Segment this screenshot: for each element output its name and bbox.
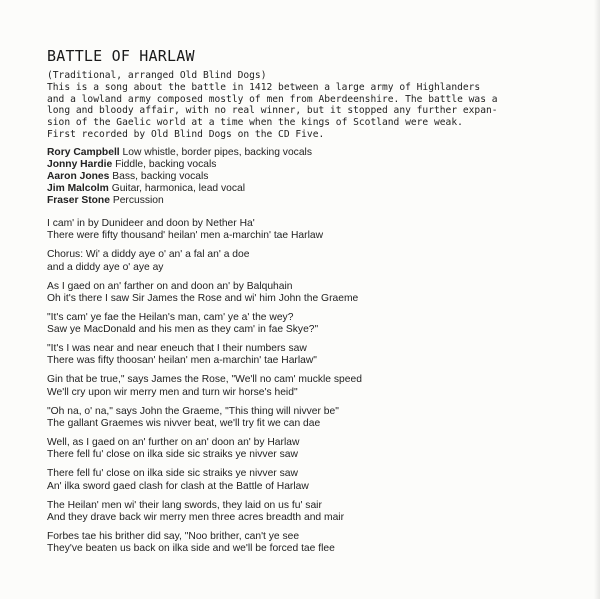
musician-name: Jim Malcolm [47, 182, 109, 194]
lyric-line: Forbes tae his brither did say, "Noo brither, can't ye see [47, 530, 300, 542]
lyric-line: There fell fu' close on ilka side sic straiks ye nivver saw [47, 468, 298, 480]
lyric-verse [47, 312, 567, 336]
musician-role: Low whistle, border pipes, backing vocals [122, 147, 312, 158]
song-lyrics [47, 218, 567, 562]
lyric-line: There was fifty thoosan' heilan' men a-marchin' tae Harlaw" [47, 355, 317, 367]
lyric-verse [47, 218, 567, 242]
credit-row [47, 183, 312, 195]
intro-line: long and bloody affair, with no real winner, but it stopped any further expan- [47, 105, 498, 117]
credit-row [47, 171, 312, 183]
musician-name: Rory Campbell [47, 147, 120, 158]
chorus-verse [47, 249, 567, 273]
lyric-line: Oh it's there I saw Sir James the Rose and wi' him John the Graeme [47, 292, 359, 304]
lyric-line: "Oh na, o' na," says John the Graeme, "This thing will nivver be" [47, 405, 339, 417]
lyric-line: Gin that be true," says James the Rose, "We'll no cam' muckle speed [47, 374, 362, 386]
lyric-line: We'll cry upon wir merry men and turn wir horse's heid" [47, 386, 298, 398]
intro-line: First recorded by Old Blind Dogs on the CD Five. [47, 128, 325, 140]
musician-credits [47, 147, 312, 207]
lyric-line: And they drave back wir merry men three acres breadth and mair [47, 511, 345, 523]
page-title: BATTLE OF HARLAW [47, 47, 195, 65]
musician-name: Aaron Jones [47, 170, 110, 182]
musician-name: Jonny Hardie [47, 158, 113, 170]
lyric-line: An' ilka sword gaed clash for clash at the Battle of Harlaw [47, 480, 309, 492]
musician-role: Fiddle, backing vocals [115, 158, 217, 170]
musician-role: Guitar, harmonica, lead vocal [111, 182, 246, 194]
lyric-line: There were fifty thousand' heilan' men a-marchin' tae Harlaw [47, 230, 324, 242]
credit-row [47, 159, 312, 171]
lyric-verse [47, 437, 567, 461]
lyric-verse [47, 374, 567, 398]
lyric-line: They've beaten us back on ilka side and we'll be forced tae flee [47, 543, 335, 555]
musician-name: Fraser Stone [47, 194, 110, 206]
lyric-verse [47, 281, 567, 305]
lyric-line: The gallant Graemes wis nivver beat, we'll try fit we can dae [47, 417, 321, 429]
lyric-verse [47, 500, 567, 524]
credit-row [47, 195, 312, 207]
page-edge-shadow [594, 0, 600, 599]
lyric-line: "It's cam' ye fae the Heilan's man, cam' ye a' the wey? [47, 311, 294, 323]
lyric-verse [47, 531, 567, 555]
song-intro [47, 70, 567, 141]
lyric-line: and a diddy aye o' aye ay [47, 261, 164, 273]
lyric-line: The Heilan' men wi' their lang swords, they laid on us fu' sair [47, 499, 322, 511]
lyric-line: Saw ye MacDonald and his men as they cam' in fae Skye?" [47, 324, 319, 336]
lyric-verse [47, 343, 567, 367]
intro-line: sion of the Gaelic world at a time when the kings of Scotland were weak. [47, 117, 463, 129]
credit-row [47, 147, 312, 159]
intro-line: and a lowland army composed mostly of men from Aberdeenshire. The battle was a [47, 93, 498, 105]
lyric-line: Well, as I gaed on an' further on an' doon an' by Harlaw [47, 437, 300, 449]
lyric-verse [47, 406, 567, 430]
lyric-line: Chorus: Wi' a diddy aye o' an' a fal an' a doe [47, 249, 250, 261]
lyric-verse [47, 468, 567, 492]
intro-line: This is a song about the battle in 1412 between a large army of Highlanders [47, 81, 481, 93]
lyric-line: As I gaed on an' farther on and doon an' by Balquhain [47, 280, 293, 292]
lyric-line: There fell fu' close on ilka side sic straiks ye nivver saw [47, 449, 298, 461]
musician-role: Percussion [112, 194, 164, 206]
intro-line: (Traditional, arranged Old Blind Dogs) [47, 70, 267, 81]
lyric-line: "It's I was near and near eneuch that I their numbers saw [47, 343, 307, 355]
musician-role: Bass, backing vocals [112, 170, 209, 182]
lyric-line: I cam' in by Dunideer and doon by Nether Ha' [47, 218, 255, 229]
